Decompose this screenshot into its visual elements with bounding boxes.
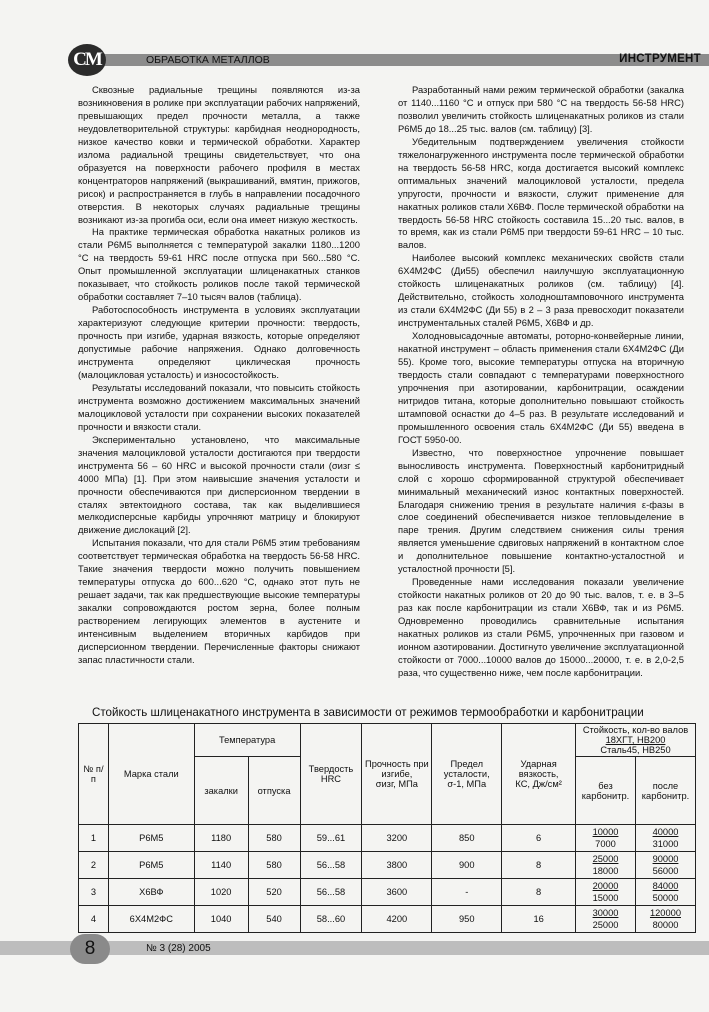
right-text-column bbox=[398, 84, 684, 680]
cell-fatigue: 850 bbox=[432, 825, 502, 852]
value-shaft-2: 56000 bbox=[652, 866, 679, 876]
value-shaft-1: 90000 bbox=[652, 854, 679, 864]
header-hardness: Твердость HRC bbox=[300, 724, 362, 825]
cell-without bbox=[576, 906, 636, 933]
journal-logo: СМ bbox=[68, 44, 106, 76]
cell-after bbox=[635, 906, 695, 933]
header-after-carbonitriding: после карбонитр. bbox=[635, 757, 695, 825]
header-temperature: Температура bbox=[194, 724, 300, 757]
value-shaft-1: 30000 bbox=[592, 908, 619, 918]
table-row bbox=[79, 825, 696, 852]
cell-num: 4 bbox=[79, 906, 109, 933]
value-shaft-2: 18000 bbox=[592, 866, 619, 876]
cell-temper: 580 bbox=[248, 825, 300, 852]
cell-hardness: 56...58 bbox=[300, 852, 362, 879]
paragraph: Наиболее высокий комплекс механических свойств стали 6Х4М2ФС (Ди55) обеспечил наилучшую эксплуатационную стойкость шлиценакатных роликов (см. таблицу) [4]. Действительно, стойкость холодноштамповочного инструмента из стали 6Х4М2ФС (Ди 55) в 2 – 3 раза превосходит показатели инструментальных сталей Р6М5, Х6ВФ и др. bbox=[398, 252, 684, 329]
paragraph: Проведенные нами исследования показали увеличение стойкости накатных роликов от 20 до 90 тыс. валов, т. е. в 3–5 раз как после карбонитрации из стали Х6ВФ, так и из Р6М5. Одновременно проводились сравнительные испытания накатных роликов из стали Р6М5, упрочненных при газовом и ионном азотировании. Достигнуто увеличение эксплуатационной стойкости от 7000...10000 валов до 15000...20000, т. е. в 2,0-2,5 раза, что существенно ниже, чем после карбонитрации. bbox=[398, 576, 684, 678]
header-durability bbox=[576, 724, 696, 757]
cell-impact: 8 bbox=[502, 852, 576, 879]
cell-impact: 16 bbox=[502, 906, 576, 933]
cell-without bbox=[576, 879, 636, 906]
paragraph: Испытания показали, что для стали Р6М5 этим требованиям соответствует термическая обработка на твердость 56-58 HRC. Такие значения твердости можно получить повышением температуры отпуска до 600...620 °С, однако этот путь не решает задачи, так как предшествующие высокие температуры закалки сопровождаются ростом зерна, более полным растворением легирующих элементов в аустените и интенсивным выделением вторичных карбидов при дисперсионном твердении. Перечисленные факторы снижают запас пластичности стали. bbox=[78, 537, 360, 665]
bend-unit: σизг, МПа bbox=[375, 779, 418, 789]
value-shaft-1: 10000 bbox=[592, 827, 619, 837]
cell-fatigue: 950 bbox=[432, 906, 502, 933]
header-num: № п/п bbox=[79, 724, 109, 825]
header-without-carbonitriding: без карбонитр. bbox=[576, 757, 636, 825]
header-bend-strength bbox=[362, 724, 432, 825]
value-shaft-2: 50000 bbox=[652, 893, 679, 903]
cell-grade: Р6М5 bbox=[108, 825, 194, 852]
cell-fatigue: 900 bbox=[432, 852, 502, 879]
fatigue-unit: σ-1, МПа bbox=[447, 779, 487, 789]
cell-hardness: 56...58 bbox=[300, 879, 362, 906]
impact-label: Ударная вязкость, bbox=[518, 759, 559, 779]
issue-label: № 3 (28) 2005 bbox=[146, 943, 211, 954]
cell-impact: 8 bbox=[502, 879, 576, 906]
section-title-left: ОБРАБОТКА МЕТАЛЛОВ bbox=[146, 54, 270, 66]
header-fatigue bbox=[432, 724, 502, 825]
cell-temper: 520 bbox=[248, 879, 300, 906]
shaft-material-1: 18ХГТ, НВ200 bbox=[605, 735, 666, 745]
left-text-column bbox=[78, 84, 360, 667]
paragraph: Сквозные радиальные трещины появляются из-за возникновения в ролике при эксплуатации рабочих напряжений, превышающих предел прочности металла, а также неудовлетворительной структуры: карбидная неоднородность, низкое качество ковки и термической обработки. Характер излома радиальной трещины свидетельствует, что она образуется на поверхности рабочего профиля в местах концентраторов напряжений (выкрашиваний, вмятин, прижогов, рисок) и распространяется в глубь в направлении посадочного отверстия. В некоторых случаях радиальные трещины возникают из-за прогиба оси, если она имеет низкую жесткость. bbox=[78, 84, 360, 225]
cell-temper: 540 bbox=[248, 906, 300, 933]
durability-table bbox=[78, 723, 696, 933]
table-title: Стойкость шлиценакатного инструмента в зависимости от режимов термообработки и карбонитрации bbox=[92, 706, 644, 719]
cell-grade: Р6М5 bbox=[108, 852, 194, 879]
cell-hardness: 58...60 bbox=[300, 906, 362, 933]
paragraph: Результаты исследований показали, что повысить стойкость инструмента возможно достижением максимальных значений малоцикловой усталости при сохранении высоких показателей прочности и вязкости стали. bbox=[78, 381, 360, 432]
cell-quench: 1040 bbox=[194, 906, 248, 933]
paragraph: Экспериментально установлено, что максимальные значения малоцикловой усталости достигаются при твердости инструмента 56 – 60 HRC и высокой прочности стали (σизг ≤ 4000 МПа) [1]. При этом наивысшие значения усталости и прочности обеспечиваются при дисперсионном твердении в сталях эвтектоидного состава, так как выделившиеся мелкодисперсные карбиды упрочняют матрицу и блокируют движение дислокаций [2]. bbox=[78, 433, 360, 536]
fatigue-label: Предел усталости, bbox=[443, 759, 490, 779]
value-shaft-1: 25000 bbox=[592, 854, 619, 864]
cell-impact: 6 bbox=[502, 825, 576, 852]
value-shaft-1: 20000 bbox=[592, 881, 619, 891]
paragraph: Разработанный нами режим термической обработки (закалка от 1140...1160 °С и отпуск при 580 °С на твердость 56-58 HRC) позволил увеличить стойкость шлиценакатных роликов из стали Р6М5 до 18...25 тыс. валов (см. таблицу) [3]. bbox=[398, 84, 684, 134]
durability-label: Стойкость, кол-во валов bbox=[582, 725, 689, 735]
table-row bbox=[79, 879, 696, 906]
section-title-right: ИНСТРУМЕНТ bbox=[619, 53, 701, 65]
cell-num: 3 bbox=[79, 879, 109, 906]
cell-after bbox=[635, 825, 695, 852]
value-shaft-2: 80000 bbox=[652, 920, 679, 930]
cell-after bbox=[635, 852, 695, 879]
cell-quench: 1140 bbox=[194, 852, 248, 879]
paragraph: Известно, что поверхностное упрочнение повышает выносливость инструмента. Поверхностный карбонитридный слой с хорошо сформированной структурой обеспечивает минимальный механический износ контактных поверхностей. Благодаря снижению трения в результате наличия ε-фазы в слое соединений обеспечивается низкое тепловыделение в паре трения. Другим следствием снижения силы трения является уменьшение сдвиговых напряжений в контактном слое и дополнительное повышение контактно-усталостной и усталостной прочности [5]. bbox=[398, 446, 684, 575]
header-grade: Марка стали bbox=[108, 724, 194, 825]
paragraph: Убедительным подтверждением увеличения стойкости тяжелонагруженного инструмента после термической обработки на твердость 56-58 HRC, когда достигается высокий комплекс оптимальных значений малоцикловой усталости, предела упругости, прочности и вязкости, служит применение для накатных роликов стали Х6ВФ. После термической обработки на твердость 56-58 HRC стойкость составила 15...20 тыс. валов, в то время, как из стали Р6М5 при твердости 59-61 HRC – 10 тыс. валов. bbox=[398, 135, 684, 251]
page-number: 8 bbox=[70, 934, 110, 964]
header-temper: отпуска bbox=[248, 757, 300, 825]
cell-grade: 6Х4М2ФС bbox=[108, 906, 194, 933]
cell-after bbox=[635, 879, 695, 906]
value-shaft-1: 40000 bbox=[652, 827, 679, 837]
cell-bend: 4200 bbox=[362, 906, 432, 933]
cell-bend: 3200 bbox=[362, 825, 432, 852]
cell-bend: 3600 bbox=[362, 879, 432, 906]
cell-quench: 1180 bbox=[194, 825, 248, 852]
value-shaft-1: 120000 bbox=[649, 908, 681, 918]
table-row bbox=[79, 906, 696, 933]
cell-fatigue: - bbox=[432, 879, 502, 906]
value-shaft-1: 84000 bbox=[652, 881, 679, 891]
shaft-material-2: Сталь45, НВ250 bbox=[600, 745, 671, 755]
value-shaft-2: 15000 bbox=[592, 893, 619, 903]
paragraph: Работоспособность инструмента в условиях эксплуатации характеризуют следующие критерии прочности: твердость, прочность при изгибе, ударная вязкость, которые определяют допустимые рабочие напряжения. Однако долговечность инструмента определяют циклическая прочность (малоцикловая усталость) и износостойкость. bbox=[78, 304, 360, 380]
cell-num: 2 bbox=[79, 852, 109, 879]
header-quench: закалки bbox=[194, 757, 248, 825]
table-row bbox=[79, 852, 696, 879]
value-shaft-2: 31000 bbox=[652, 839, 679, 849]
cell-without bbox=[576, 825, 636, 852]
bend-label: Прочность при изгибе, bbox=[365, 759, 429, 779]
cell-hardness: 59...61 bbox=[300, 825, 362, 852]
paragraph: На практике термическая обработка накатных роликов из стали Р6М5 выполняется с температурой закалки 1180...1200 °С на твердость 59-61 HRC после отпуска при 560...580 °С. Опыт промышленной эксплуатации шлиценакатных станков показывает, что стойкость роликов после такой термической обработки составляет 7–10 тысяч валов (таблица). bbox=[78, 226, 360, 303]
cell-quench: 1020 bbox=[194, 879, 248, 906]
paragraph: Холодновысадочные автоматы, роторно-конвейерные линии, накатной инструмент – область применения стали 6Х4М2ФС (Ди 55). Кроме того, высокие температуры отпуска на вторичную твердость стали совпадают с температурами поверхностного упрочнения при азотировании, карбонитрации, осаждении нитридов титана, которые дополнительно повышают стойкость штамповой оснастки до 4–5 раз. В результате исследований и промышленного освоения сталь 6Х4М2ФС (Ди 55) введена в ГОСТ 5950-00. bbox=[398, 330, 684, 445]
cell-bend: 3800 bbox=[362, 852, 432, 879]
cell-grade: Х6ВФ bbox=[108, 879, 194, 906]
header-impact bbox=[502, 724, 576, 825]
value-shaft-2: 25000 bbox=[592, 920, 619, 930]
impact-unit: КС, Дж/см² bbox=[515, 779, 562, 789]
cell-num: 1 bbox=[79, 825, 109, 852]
value-shaft-2: 7000 bbox=[595, 839, 616, 849]
cell-temper: 580 bbox=[248, 852, 300, 879]
cell-without bbox=[576, 852, 636, 879]
